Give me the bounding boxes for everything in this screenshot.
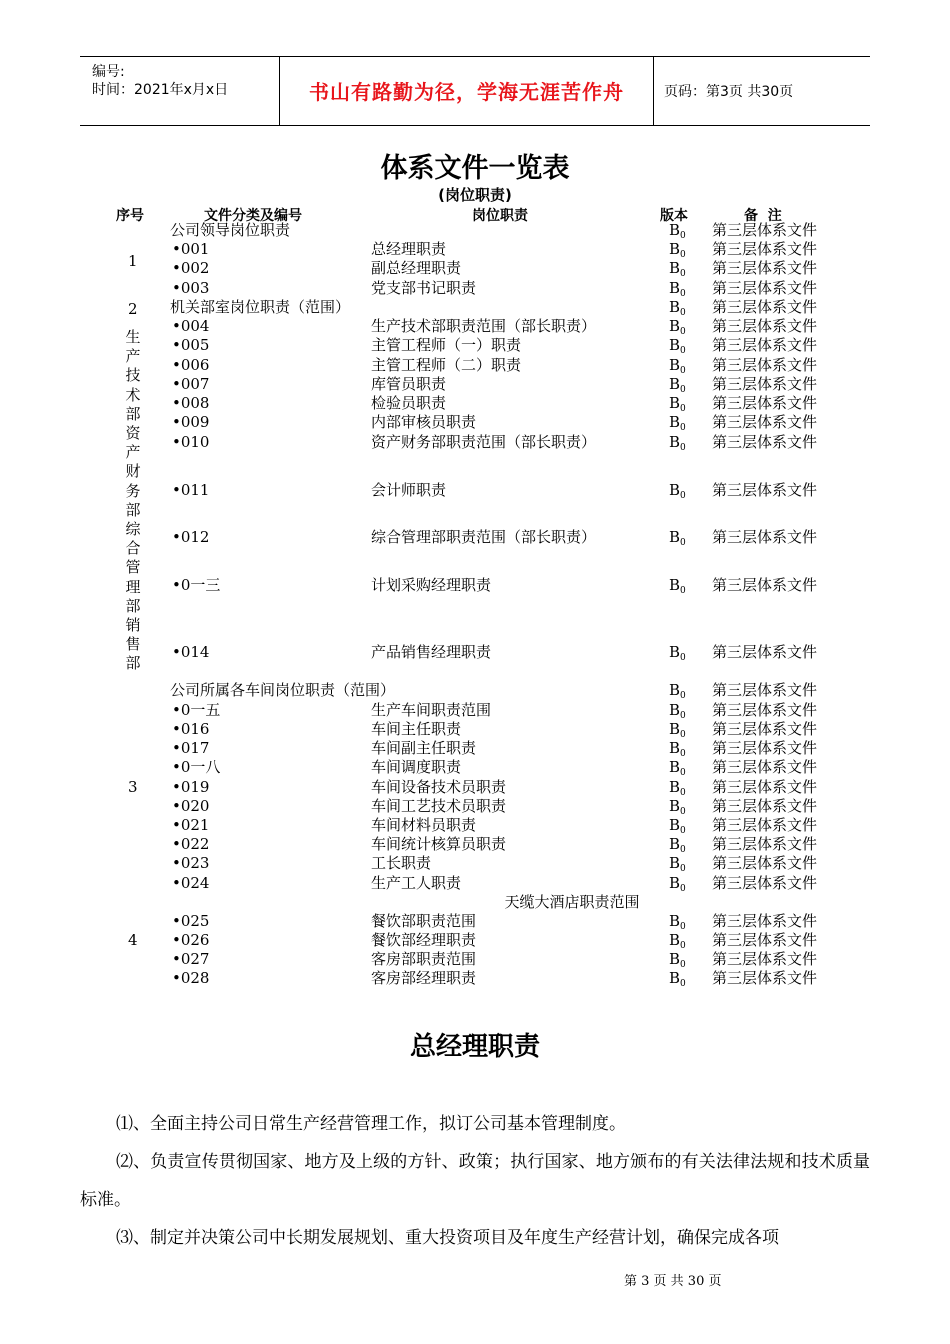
remark-cell: 第三层体系文件 (712, 720, 818, 738)
table-row (0, 413, 950, 432)
table-row (0, 279, 950, 298)
duty-name: 生产工人职责 (371, 874, 462, 892)
remark-cell: 第三层体系文件 (712, 298, 818, 316)
version-letter: B (669, 797, 681, 815)
version-letter: B (669, 681, 681, 699)
remark-cell: 第三层体系文件 (712, 701, 818, 719)
table-row (0, 259, 950, 278)
file-code: •005 (172, 336, 210, 354)
version-letter: B (669, 317, 681, 335)
file-code: •0一三 (172, 576, 221, 594)
file-code: •012 (172, 528, 210, 546)
version-subscript: 0 (680, 250, 686, 260)
version-subscript: 0 (680, 864, 686, 874)
table-row (0, 356, 950, 375)
version-letter: B (669, 481, 681, 499)
version-cell (669, 336, 686, 358)
version-letter: B (669, 643, 681, 661)
version-letter: B (669, 854, 681, 872)
table-row (0, 835, 950, 854)
motto: 书山有路勤为径，学海无涯苦作舟 (280, 57, 654, 125)
table-row (0, 893, 950, 912)
remark-cell: 第三层体系文件 (712, 240, 818, 258)
version-subscript: 0 (680, 443, 686, 453)
version-letter: B (669, 739, 681, 757)
seq-number: 2 (128, 300, 138, 318)
version-subscript: 0 (680, 346, 686, 356)
remark-cell: 第三层体系文件 (712, 758, 818, 776)
version-letter: B (669, 375, 681, 393)
duty-name: 生产车间职责范围 (371, 701, 492, 719)
version-letter: B (669, 576, 681, 594)
header-meta (80, 57, 280, 125)
page-header (80, 56, 870, 126)
version-cell (669, 643, 686, 665)
table-row (0, 528, 950, 547)
version-subscript: 0 (680, 653, 686, 663)
remark-cell: 第三层体系文件 (712, 739, 818, 757)
table-row (0, 433, 950, 452)
file-code: •019 (172, 778, 210, 796)
version-letter: B (669, 950, 681, 968)
version-subscript: 0 (680, 586, 686, 596)
version-subscript: 0 (680, 404, 686, 414)
version-subscript: 0 (680, 960, 686, 970)
remark-cell: 第三层体系文件 (712, 259, 818, 277)
duty-name: 党支部书记职责 (371, 279, 477, 297)
duty-name: 主管工程师（二）职责 (371, 356, 522, 374)
duty-name: 客房部职责范围 (371, 950, 477, 968)
col-header-category: 文件分类及编号 (204, 208, 302, 224)
version-cell (669, 481, 686, 503)
table-row (0, 394, 950, 413)
version-letter: B (669, 758, 681, 776)
version-subscript: 0 (680, 941, 686, 951)
document-subtitle: (岗位职责) (438, 186, 512, 204)
duty-name: 车间主任职责 (371, 720, 462, 738)
version-cell (669, 758, 686, 780)
table-row (0, 701, 950, 720)
file-code: •017 (172, 739, 210, 757)
table-row (0, 778, 950, 797)
version-subscript: 0 (680, 807, 686, 817)
version-subscript: 0 (680, 691, 686, 701)
remark-cell: 第三层体系文件 (712, 413, 818, 431)
version-letter: B (669, 336, 681, 354)
version-cell (669, 969, 686, 991)
file-code: •001 (172, 240, 210, 258)
file-code: •0一五 (172, 701, 221, 719)
remark-cell: 第三层体系文件 (712, 279, 818, 297)
file-code: •010 (172, 433, 210, 451)
paragraph: ⑵、负责宣传贯彻国家、地方及上级的方针、政策；执行国家、地方颁布的有关法律法规和技术质量标准。 (80, 1152, 870, 1210)
category-heading: 公司领导岗位职责 (170, 221, 291, 239)
remark-cell: 第三层体系文件 (712, 778, 818, 796)
footer-page-number: 第 3 页 共 30 页 (624, 1274, 722, 1289)
version-subscript: 0 (680, 366, 686, 376)
duty-name: 车间材料员职责 (371, 816, 477, 834)
file-code: •014 (172, 643, 210, 661)
duty-name: 资产财务部职责范围（部长职责） (371, 433, 597, 451)
version-subscript: 0 (680, 788, 686, 798)
version-cell (669, 681, 686, 703)
version-subscript: 0 (680, 749, 686, 759)
duty-name: 车间设备技术员职责 (371, 778, 507, 796)
version-letter: B (669, 912, 681, 930)
version-letter: B (669, 221, 681, 239)
table-row (0, 797, 950, 816)
file-code: •021 (172, 816, 210, 834)
duty-name: 总经理职责 (371, 240, 447, 258)
file-code: •020 (172, 797, 210, 815)
remark-cell: 第三层体系文件 (712, 931, 818, 949)
seq-number: 3 (128, 778, 138, 796)
duty-name: 产品销售经理职责 (371, 643, 492, 661)
remark-cell: 第三层体系文件 (712, 336, 818, 354)
version-subscript: 0 (680, 845, 686, 855)
department-vertical-label: 生产技术部资产财务部综合管理部销售部 (125, 328, 141, 673)
duty-name: 餐饮部经理职责 (371, 931, 477, 949)
remark-cell: 第三层体系文件 (712, 375, 818, 393)
remark-cell: 第三层体系文件 (712, 576, 818, 594)
remark-cell: 第三层体系文件 (712, 433, 818, 451)
duty-name: 车间副主任职责 (371, 739, 477, 757)
table-row (0, 854, 950, 873)
table-row (0, 336, 950, 355)
remark-cell: 第三层体系文件 (712, 816, 818, 834)
version-subscript: 0 (680, 826, 686, 836)
version-letter: B (669, 394, 681, 412)
remark-cell: 第三层体系文件 (712, 528, 818, 546)
duty-name: 车间统计核算员职责 (371, 835, 507, 853)
version-subscript: 0 (680, 423, 686, 433)
file-code: •006 (172, 356, 210, 374)
category-heading: 天缆大酒店职责范围 (504, 893, 640, 911)
table-row (0, 912, 950, 931)
file-code: •0一八 (172, 758, 221, 776)
version-letter: B (669, 240, 681, 258)
remark-cell: 第三层体系文件 (712, 356, 818, 374)
table-row (0, 816, 950, 835)
remark-cell: 第三层体系文件 (712, 394, 818, 412)
table-row (0, 969, 950, 988)
version-cell (669, 259, 686, 281)
table-row (0, 221, 950, 240)
file-code: •003 (172, 279, 210, 297)
file-code: •022 (172, 835, 210, 853)
duty-name: 副总经理职责 (371, 259, 462, 277)
version-subscript: 0 (680, 327, 686, 337)
file-code: •009 (172, 413, 210, 431)
duty-name: 综合管理部职责范围（部长职责） (371, 528, 597, 546)
duty-name: 会计师职责 (371, 481, 447, 499)
duty-name: 工长职责 (371, 854, 432, 872)
remark-cell: 第三层体系文件 (712, 681, 818, 699)
duty-name: 客房部经理职责 (371, 969, 477, 987)
section-title: 总经理职责 (409, 1032, 540, 1062)
file-code: •002 (172, 259, 210, 277)
version-letter: B (669, 969, 681, 987)
remark-cell: 第三层体系文件 (712, 797, 818, 815)
remark-cell: 第三层体系文件 (712, 912, 818, 930)
paragraph: ⑶、制定并决策公司中长期发展规划、重大投资项目及年度生产经营计划，确保完成各项 (116, 1228, 779, 1248)
version-subscript: 0 (680, 231, 686, 241)
table-row (0, 375, 950, 394)
version-letter: B (669, 413, 681, 431)
table-row (0, 874, 950, 893)
col-header-version: 版本 (660, 208, 688, 224)
remark-cell: 第三层体系文件 (712, 854, 818, 872)
version-letter: B (669, 701, 681, 719)
version-letter: B (669, 835, 681, 853)
table-row (0, 950, 950, 969)
remark-cell: 第三层体系文件 (712, 643, 818, 661)
file-code: •008 (172, 394, 210, 412)
table-row (0, 681, 950, 700)
duty-name: 车间工艺技术员职责 (371, 797, 507, 815)
duty-name: 生产技术部职责范围（部长职责） (371, 317, 597, 335)
remark-cell: 第三层体系文件 (712, 317, 818, 335)
file-code: •028 (172, 969, 210, 987)
version-letter: B (669, 528, 681, 546)
remark-cell: 第三层体系文件 (712, 874, 818, 892)
table-row (0, 317, 950, 336)
file-code: •004 (172, 317, 210, 335)
file-code: •024 (172, 874, 210, 892)
file-code: •023 (172, 854, 210, 872)
table-row (0, 758, 950, 777)
version-subscript: 0 (680, 491, 686, 501)
version-letter: B (669, 298, 681, 316)
duty-name: 主管工程师（一）职责 (371, 336, 522, 354)
category-heading: 公司所属各车间岗位职责（范围） (170, 681, 396, 699)
col-header-remark: 备 注 (744, 208, 782, 224)
file-code: •011 (172, 481, 210, 499)
table-row (0, 739, 950, 758)
version-subscript: 0 (680, 289, 686, 299)
version-subscript: 0 (680, 768, 686, 778)
version-cell (669, 854, 686, 876)
col-header-duty: 岗位职责 (472, 208, 528, 224)
version-subscript: 0 (680, 711, 686, 721)
version-cell (669, 413, 686, 435)
table-row (0, 481, 950, 500)
file-code: •026 (172, 931, 210, 949)
duty-name: 库管员职责 (371, 375, 447, 393)
duty-name: 内部审核员职责 (371, 413, 477, 431)
version-subscript: 0 (680, 385, 686, 395)
version-subscript: 0 (680, 979, 686, 989)
file-code: •016 (172, 720, 210, 738)
paragraph: ⑴、全面主持公司日常生产经营管理工作，拟订公司基本管理制度。 (116, 1114, 626, 1134)
time-label: 时间：2021年x月x日 (92, 82, 229, 98)
version-letter: B (669, 874, 681, 892)
version-letter: B (669, 356, 681, 374)
version-letter: B (669, 778, 681, 796)
document-title: 体系文件一览表 (380, 153, 570, 184)
page-info: 页码：第3页 共30页 (664, 84, 794, 100)
table-row (0, 931, 950, 950)
version-cell (669, 576, 686, 598)
version-subscript: 0 (680, 538, 686, 548)
duty-name: 车间调度职责 (371, 758, 462, 776)
duty-name: 检验员职责 (371, 394, 447, 412)
version-letter: B (669, 720, 681, 738)
col-header-seq: 序号 (116, 208, 144, 224)
version-letter: B (669, 931, 681, 949)
table-row (0, 298, 950, 317)
version-subscript: 0 (680, 308, 686, 318)
version-subscript: 0 (680, 884, 686, 894)
seq-number: 1 (128, 252, 138, 270)
file-code: •027 (172, 950, 210, 968)
version-subscript: 0 (680, 922, 686, 932)
version-subscript: 0 (680, 269, 686, 279)
version-letter: B (669, 279, 681, 297)
file-code: •025 (172, 912, 210, 930)
remark-cell: 第三层体系文件 (712, 950, 818, 968)
remark-cell: 第三层体系文件 (712, 221, 818, 239)
version-letter: B (669, 433, 681, 451)
duty-name: 计划采购经理职责 (371, 576, 492, 594)
version-subscript: 0 (680, 730, 686, 740)
remark-cell: 第三层体系文件 (712, 969, 818, 987)
category-heading: 机关部室岗位职责（范围） (170, 298, 351, 316)
table-row (0, 240, 950, 259)
table-row (0, 643, 950, 662)
table-row (0, 576, 950, 595)
remark-cell: 第三层体系文件 (712, 481, 818, 499)
duty-name: 餐饮部职责范围 (371, 912, 477, 930)
version-cell (669, 433, 686, 455)
file-code: •007 (172, 375, 210, 393)
version-letter: B (669, 816, 681, 834)
table-row (0, 720, 950, 739)
version-letter: B (669, 259, 681, 277)
version-cell (669, 528, 686, 550)
seq-number: 4 (128, 931, 138, 949)
remark-cell: 第三层体系文件 (712, 835, 818, 853)
number-label: 编号: (92, 64, 125, 80)
